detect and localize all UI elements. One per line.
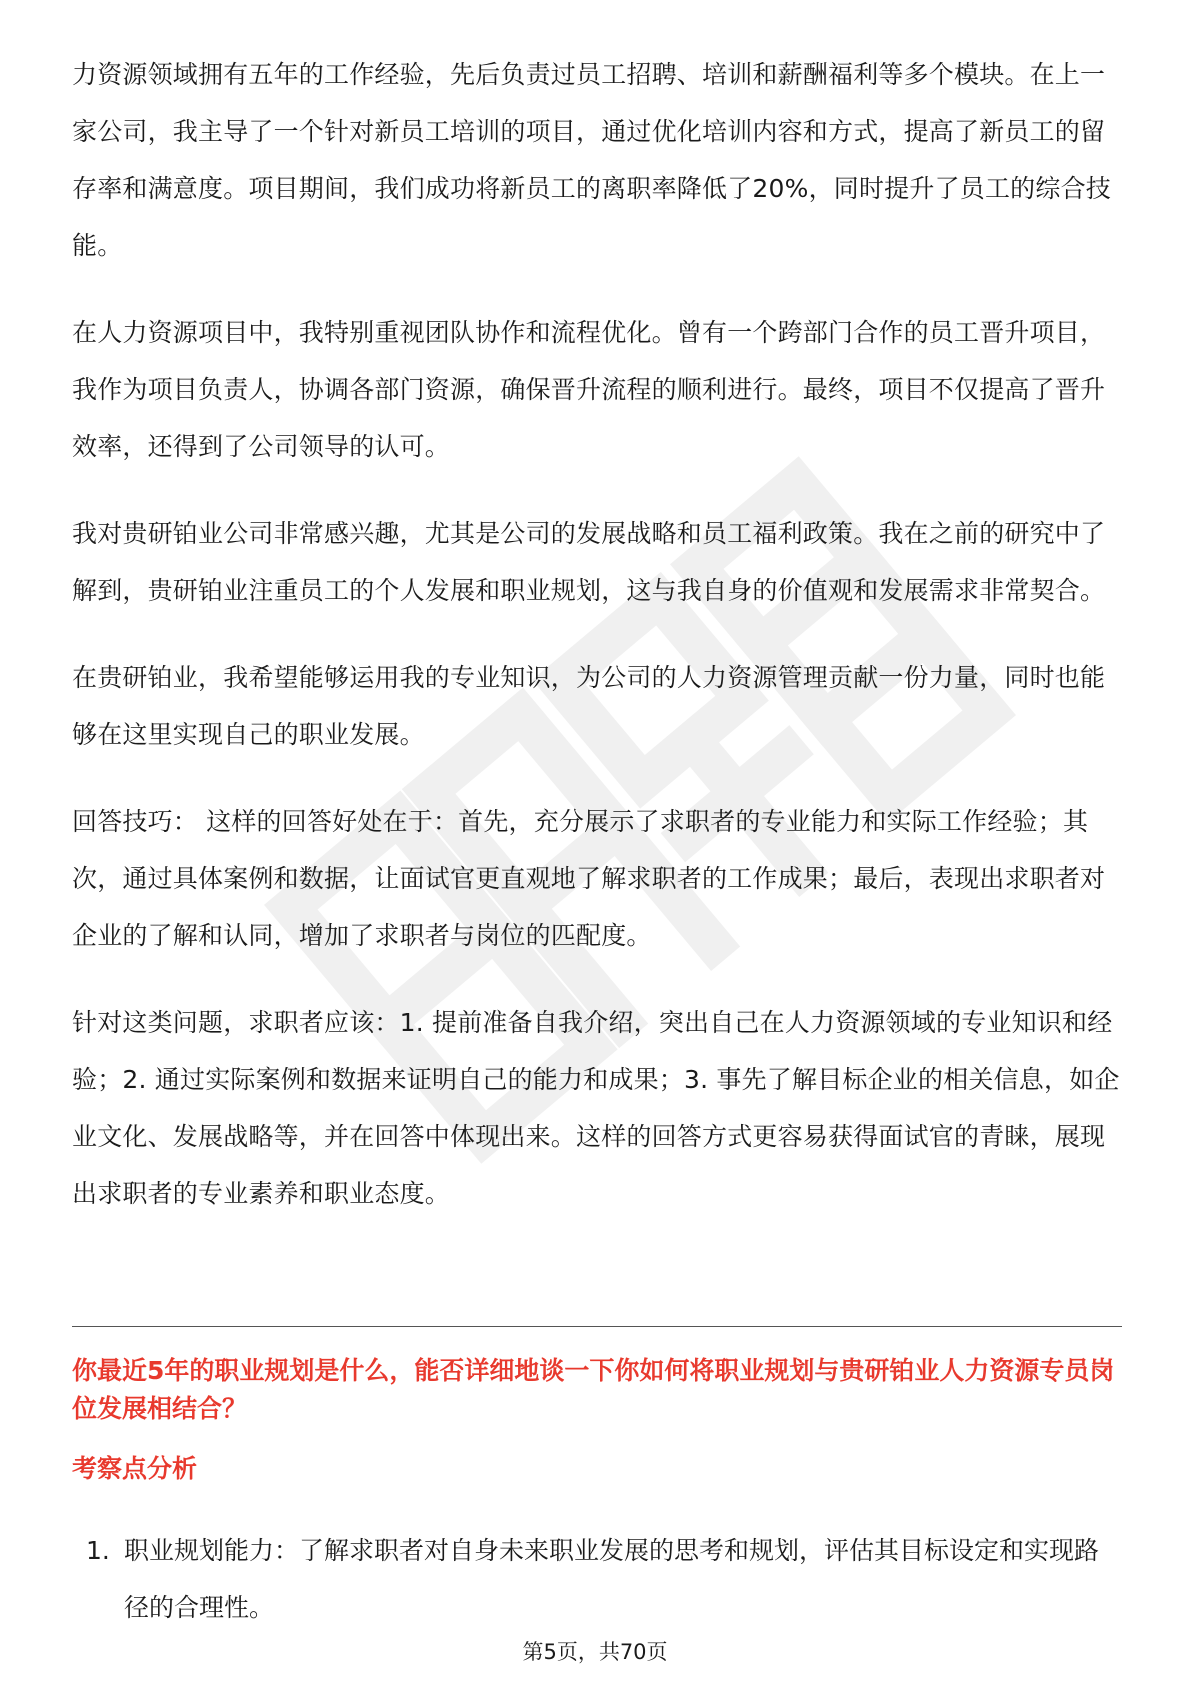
list-item	[72, 1522, 1122, 1636]
list-item-number: 1.	[86, 1536, 110, 1565]
analysis-list	[72, 1522, 1122, 1636]
paragraph: 在贵研铂业，我希望能够运用我的专业知识，为公司的人力资源管理贡献一份力量，同时也能够在这里实现自己的职业发展。	[72, 663, 1106, 749]
advice-paragraph: 针对这类问题，求职者应该：1. 提前准备自我介绍，突出自己在人力资源领域的专业知识和经验；2. 通过实际案例和数据来证明自己的能力和成果；3. 事先了解目标企业的相关信息，如企业文化、发展战略等，并在回答中体现出来。这样的回答方式更容易获得面试官的青睐，展现出求职者的专业素养和职业态度。	[72, 1008, 1120, 1208]
paragraph: 力资源领域拥有五年的工作经验，先后负责过员工招聘、培训和薪酬福利等多个模块。在上一家公司，我主导了一个针对新员工培训的项目，通过优化培训内容和方式，提高了新员工的留存率和满意度。项目期间，我们成功将新员工的离职率降低了20%，同时提升了员工的综合技能。	[72, 60, 1111, 260]
section-divider	[72, 1326, 1122, 1327]
page-number: 第5页，共70页	[522, 1640, 668, 1664]
body-text	[72, 46, 1122, 1252]
section-heading: 考察点分析	[72, 1454, 198, 1483]
list-item-text: 职业规划能力：了解求职者对自身未来职业发展的思考和规划，评估其目标设定和实现路径的合理性。	[124, 1536, 1100, 1622]
paragraph: 在人力资源项目中，我特别重视团队协作和流程优化。曾有一个跨部门合作的员工晋升项目，我作为项目负责人，协调各部门资源，确保晋升流程的顺利进行。最终，项目不仅提高了晋升效率，还得到了公司领导的认可。	[72, 318, 1106, 461]
paragraph: 我对贵研铂业公司非常感兴趣，尤其是公司的发展战略和员工福利政策。我在之前的研究中了解到，贵研铂业注重员工的个人发展和职业规划，这与我自身的价值观和发展需求非常契合。	[72, 519, 1106, 605]
answer-tips-paragraph: 回答技巧： 这样的回答好处在于：首先，充分展示了求职者的专业能力和实际工作经验；其次，通过具体案例和数据，让面试官更直观地了解求职者的工作成果；最后，表现出求职者对企业的了解和认同，增加了求职者与岗位的匹配度。	[72, 807, 1106, 950]
interview-question: 你最近5年的职业规划是什么，能否详细地谈一下你如何将职业规划与贵研铂业人力资源专员岗位发展相结合？	[72, 1356, 1115, 1423]
